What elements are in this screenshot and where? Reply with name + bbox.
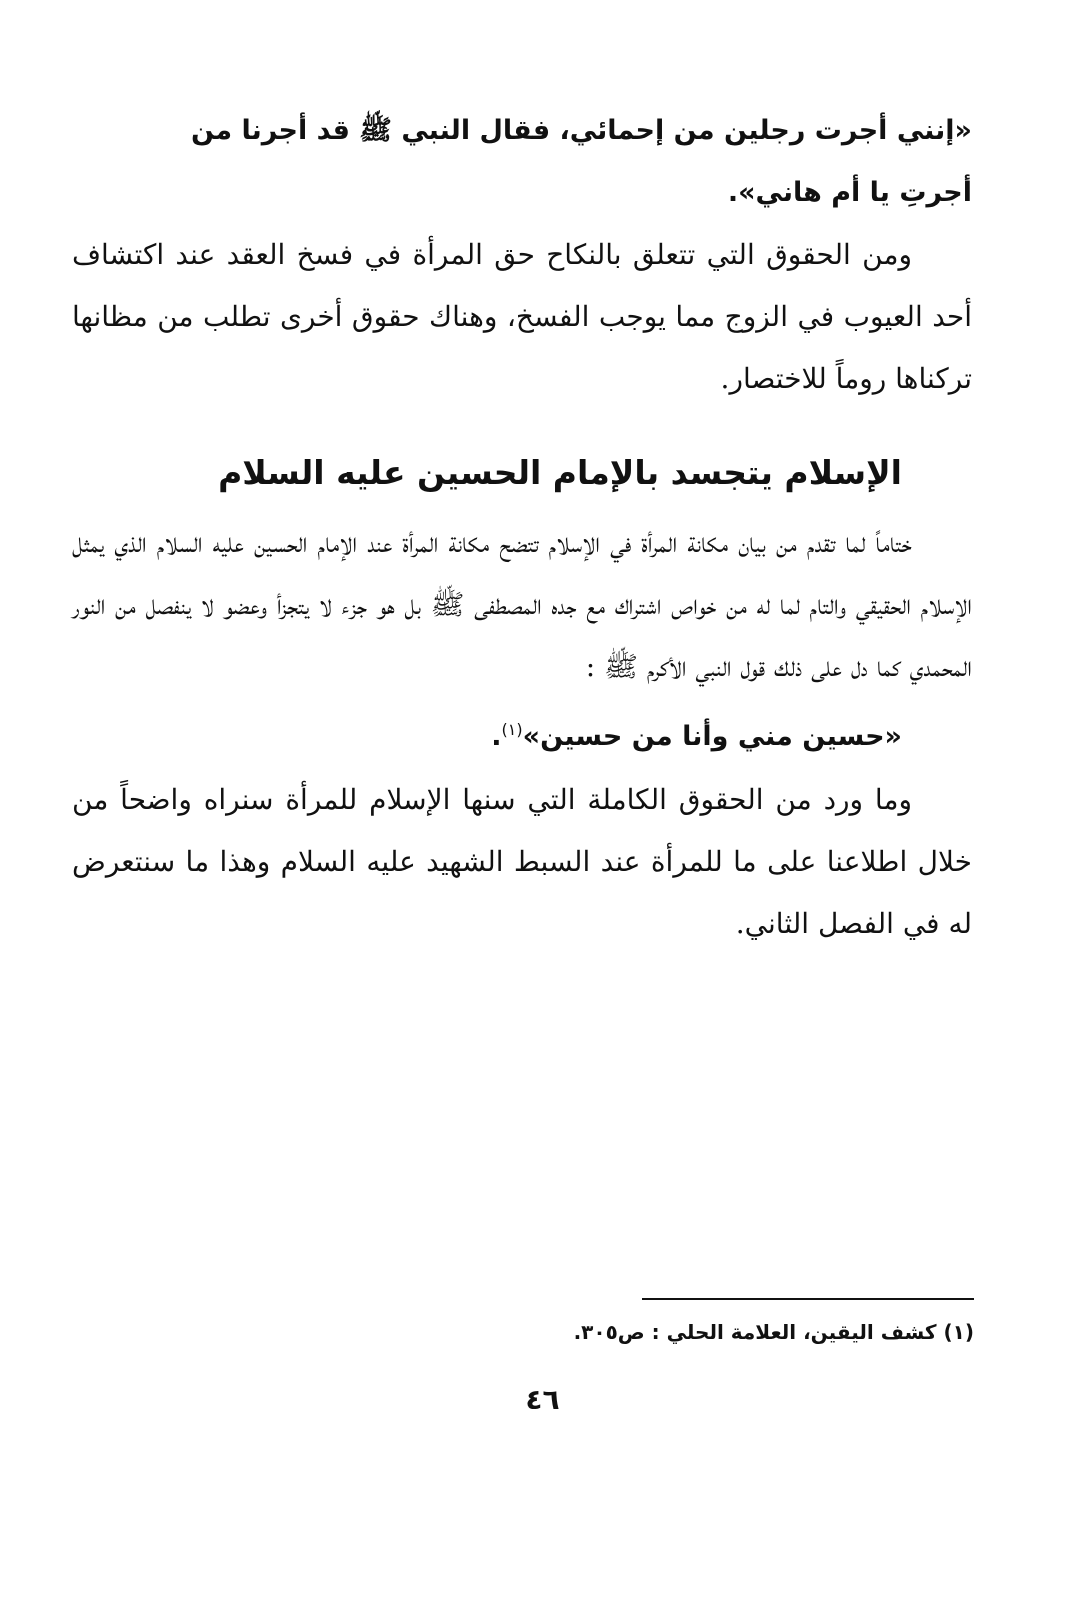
footnote: (١) كشف اليقين، العلامة الحلي : ص٣٠٥. [573, 1320, 974, 1344]
hadith-end: . [491, 721, 502, 752]
hadith-text: «حسين مني وأنا من حسين» [522, 721, 902, 752]
section-heading: الإسلام يتجسد بالإمام الحسين عليه السلام [218, 453, 902, 492]
hadith-quote [72, 698, 972, 769]
footnote-divider [642, 1298, 974, 1300]
paragraph-rights: ومن الحقوق التي تتعلق بالنكاح حق المرأة في فسخ العقد عند اكتشاف أحد العيوب في الزوج مما يوجب الفسخ، وهناك حقوق أخرى تطلب من مظانها تركناها روماً للاختصار. [72, 238, 972, 395]
quote-line-2: أجرتِ يا أم هاني». [727, 177, 972, 208]
quote-line-1: «إنني أجرت رجلين من إحمائي، فقال النبي ﷺ قد أجرنا من [191, 115, 972, 146]
footnote-ref: (١) [501, 720, 523, 739]
page-number: ٤٦ [525, 1383, 560, 1416]
paragraph-next-chapter: وما ورد من الحقوق الكاملة التي سنها الإسلام للمرأة سنراه واضحاً من خلال اطلاعنا على ما للمرأة عند السبط الشهيد عليه السلام وهذا ما سنتعرض له في الفصل الثاني. [72, 783, 972, 940]
paragraph-conclusion: ختاماً لما تقدم من بيان مكانة المرأة في الإسلام تتضح مكانة المرأة عند الإمام الحسين عليه السلام الذي يمثل الإسلام الحقيقي والتام لما له من خواص اشتراك مع جده المصطفى ﷺ بل هو جزء لا يتجزأ وعضو لا ينفصل من النور المحمدي كما دل على ذلك قول النبي الأكرم ﷺ : [72, 526, 972, 683]
page-body [72, 100, 972, 955]
